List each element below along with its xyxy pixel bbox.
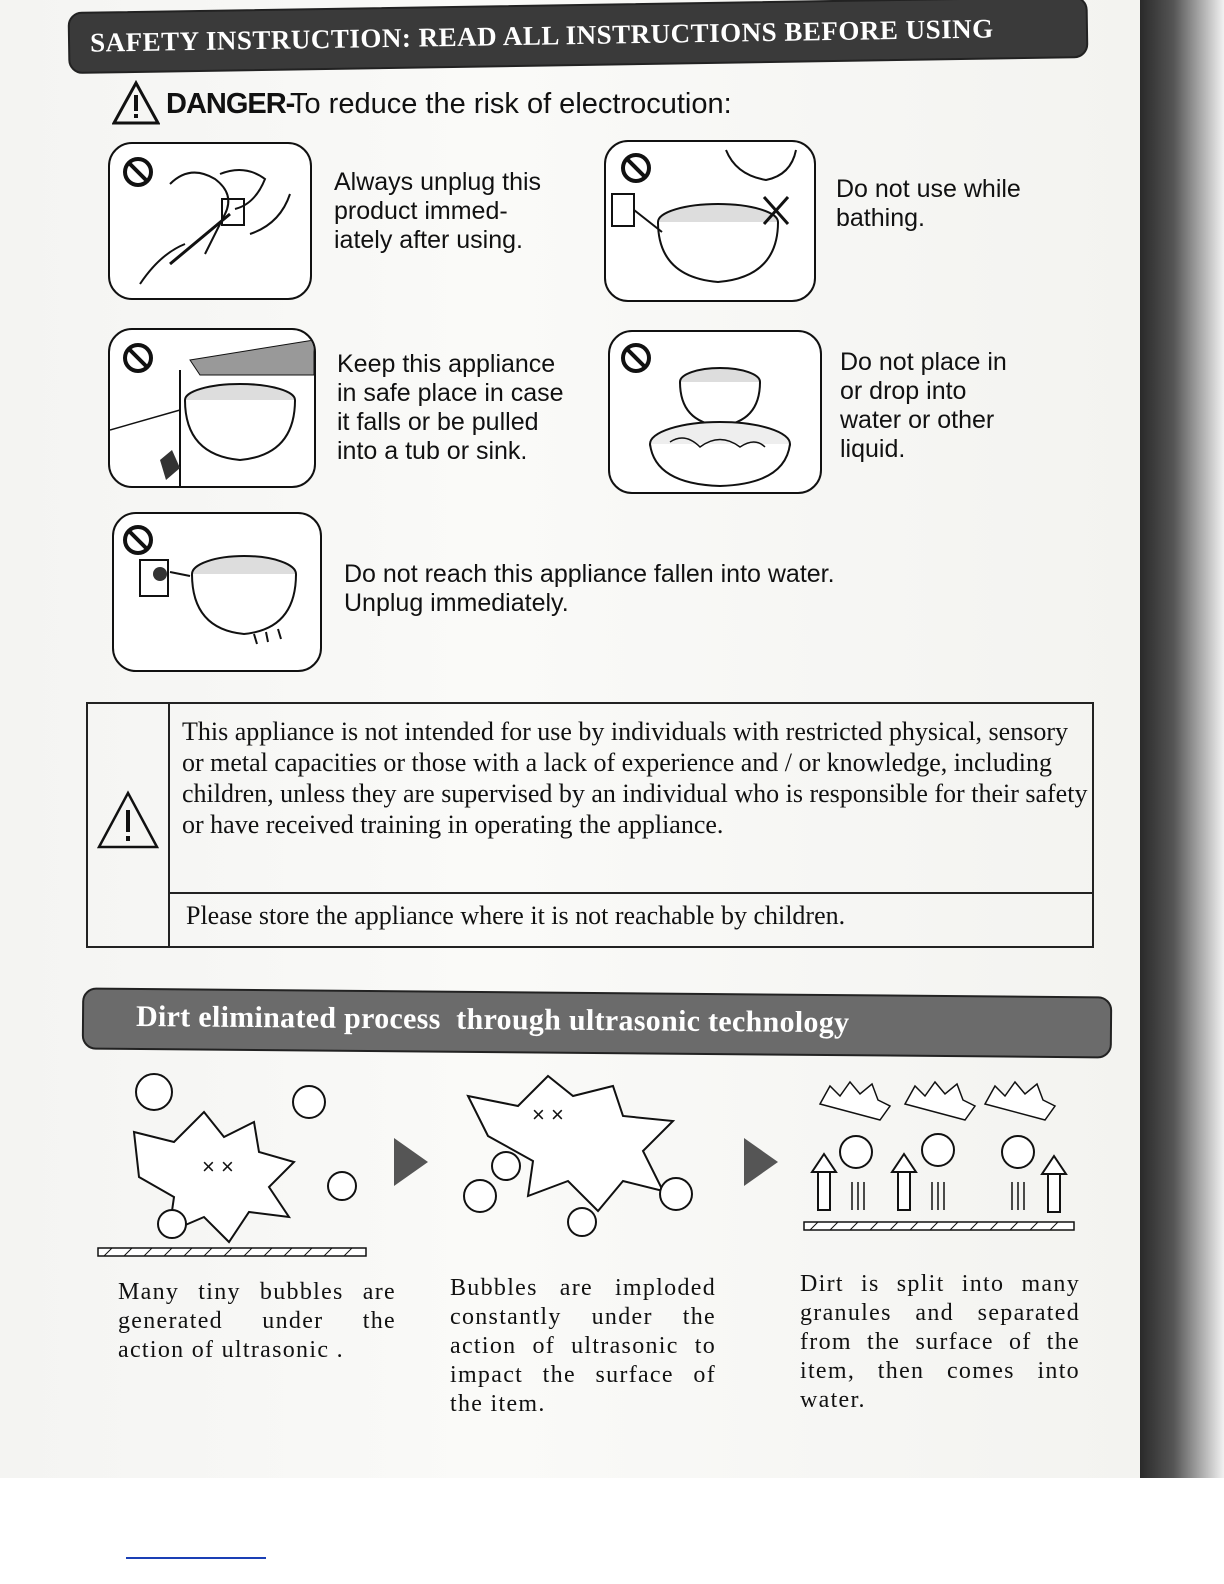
prohibited-icon bbox=[125, 159, 151, 185]
warning-triangle-icon bbox=[96, 790, 160, 850]
caption-unplug: Always unplug this product immed- iately after using. bbox=[334, 168, 542, 254]
step2-text: Bubbles are imploded constantly under the action of ultrasonic to impact the surface of the item. bbox=[450, 1275, 716, 1417]
prohibited-icon bbox=[125, 345, 151, 371]
danger-text: To reduce the risk of electrocution: bbox=[290, 88, 732, 120]
step2-illustration bbox=[448, 1066, 708, 1252]
warning-main-text: This appliance is not intended for use by individuals with restricted physical, sensory or metal capacities or those with a lack of experience and / or knowledge, including children, unless they are supervised by an individual who is responsible for their safety or have received training in operating the appliance. bbox=[182, 717, 1088, 839]
safety-header-title: SAFETY INSTRUCTION: READ ALL INSTRUCTIONS BEFORE USING bbox=[89, 13, 994, 58]
step3-text: Dirt is split into many granules and separated from the surface of the item, then comes into water. bbox=[800, 1271, 1080, 1413]
page-edge-shadow bbox=[1140, 0, 1224, 1480]
warning-divider-horizontal bbox=[170, 892, 1094, 894]
illustration-fallen bbox=[112, 512, 322, 672]
prohibited-icon bbox=[125, 527, 151, 553]
prohibited-icon bbox=[623, 155, 649, 181]
caption-no-water: Do not place in or drop into water or other liquid. bbox=[840, 348, 1007, 463]
svg-text:× ×: × × bbox=[532, 1102, 564, 1127]
arrow-right-icon bbox=[744, 1138, 778, 1186]
warning-table bbox=[86, 702, 1094, 948]
illustration-no-water bbox=[608, 330, 822, 494]
process-banner bbox=[82, 988, 1113, 1059]
step1-text: Many tiny bubbles are generated under the action of ultrasonic . bbox=[118, 1279, 396, 1363]
prohibited-icon bbox=[623, 345, 649, 371]
danger-heading bbox=[112, 80, 752, 130]
warning-store-text: Please store the appliance where it is not reachable by children. bbox=[186, 901, 846, 930]
caption-bathing: Do not use while bathing. bbox=[836, 175, 1021, 232]
arrow-right-icon bbox=[394, 1138, 428, 1186]
illustration-safe-place bbox=[108, 328, 316, 488]
warning-divider-vertical bbox=[168, 704, 170, 948]
step1-illustration bbox=[94, 1062, 370, 1260]
caption-fallen: Do not reach this appliance fallen into water. Unplug immediately. bbox=[344, 560, 835, 617]
illustration-unplug bbox=[108, 142, 312, 300]
warning-triangle-icon bbox=[112, 80, 160, 126]
process-title: Dirt eliminated process through ultrasonic technology bbox=[135, 999, 850, 1040]
page-bottom-margin bbox=[0, 1478, 1224, 1584]
illustration-bathing bbox=[604, 140, 816, 302]
caption-safe-place: Keep this appliance in safe place in case it falls or be pulled into a tub or sink. bbox=[337, 350, 564, 465]
footer-rule bbox=[126, 1557, 266, 1559]
danger-label: DANGER- bbox=[166, 88, 295, 120]
step3-illustration bbox=[800, 1074, 1078, 1242]
svg-text:× ×: × × bbox=[202, 1154, 234, 1179]
